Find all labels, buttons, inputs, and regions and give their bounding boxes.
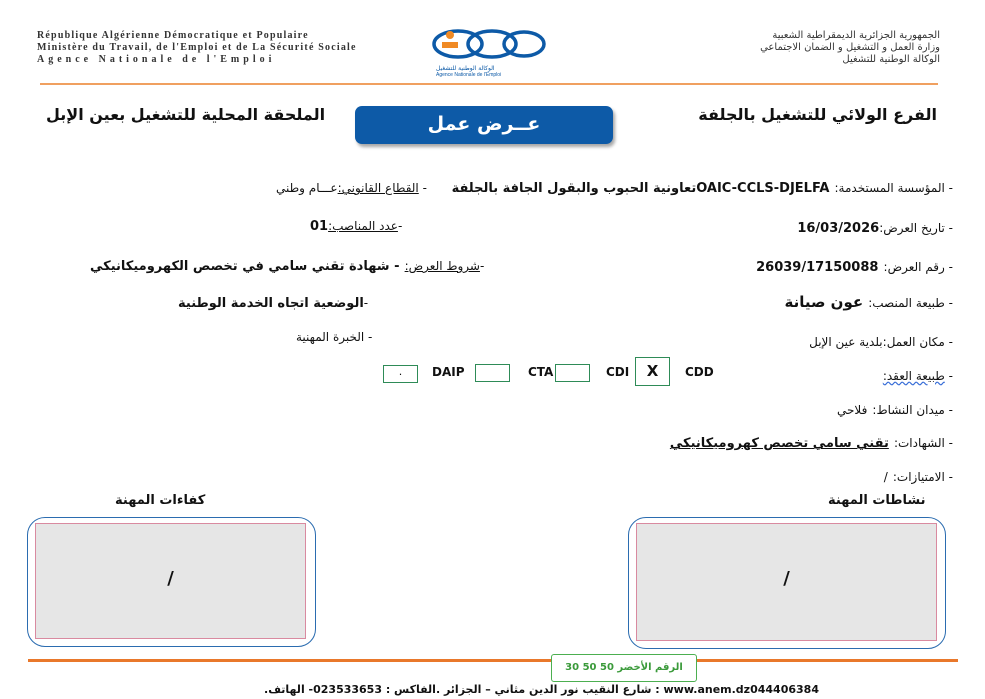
workplace-row: - مكان العمل:بلدية عين الإبل <box>809 335 953 349</box>
header-fr-line-1: République Algérienne Démocratique et Populaire <box>37 30 309 41</box>
activities-title: نشاطات المهنة <box>828 493 926 508</box>
green-number: الرقم الأخضر 50 50 30 <box>565 662 683 673</box>
sector-row: - القطاع القانوني:عـــام وطني <box>276 181 427 195</box>
title-box <box>355 106 613 144</box>
page-title: عــرض عمل <box>427 113 541 135</box>
military-value: الوضعية اتجاه الخدمة الوطنية <box>178 296 364 311</box>
header-fr-line-3: Agence Nationale de l'Emploi <box>37 54 276 65</box>
extra-mark: . <box>398 365 403 378</box>
activity-value: فلاحي <box>837 403 868 417</box>
workplace-value: بلدية عين الإبل <box>809 335 883 349</box>
daip-checkbox[interactable] <box>475 364 510 382</box>
anem-logo <box>430 26 550 80</box>
employer-label: المؤسسة المستخدمة: <box>834 181 945 195</box>
contract-label: طبيعة العقد: <box>882 369 945 383</box>
conditions-row: -شروط العرض: - شهادة تقني سامي في تخصص الكهروميكانيكي <box>90 259 485 274</box>
skills-value: / <box>167 568 174 589</box>
offer-no-row: - رقم العرض: 26039/17150088 <box>756 260 953 275</box>
logo-caption-ar: الوكالة الوطنية للتشغيل <box>436 65 495 72</box>
branch-left: الملحقة المحلية للتشغيل بعين الإبل <box>46 105 326 124</box>
contract-cta-label: CTA <box>528 365 554 379</box>
privileges-label: الامتيازات: <box>892 470 945 484</box>
workplace-label: مكان العمل: <box>882 335 945 349</box>
conditions-label: شروط العرض: <box>404 259 480 273</box>
experience-value: - الخبرة المهنية <box>296 330 373 344</box>
header-fr-line-2: Ministère du Travail, de l'Emploi et de La Sécurité Sociale <box>37 42 357 53</box>
header-divider <box>40 83 938 85</box>
position-label: طبيعة المنصب: <box>868 296 945 310</box>
diploma-label: الشهادات: <box>893 436 945 450</box>
employer-row: - المؤسسة المستخدمة: OAIC-CCLS-DJELFAتعاونية الحبوب والبقول الجافة بالجلفة <box>451 181 953 196</box>
activities-value: / <box>783 568 790 589</box>
header-ar-line-2: وزارة العمل و التشغيل و الضمان الاجتماعي <box>760 42 940 53</box>
offer-no-label: رقم العرض: <box>883 260 945 274</box>
activity-label: ميدان النشاط: <box>872 403 945 417</box>
extra-checkbox[interactable] <box>383 365 418 383</box>
posts-label: عدد المناصب: <box>328 219 398 233</box>
contract-cdd-label: CDD <box>685 365 714 379</box>
branch-right: الفرع الولائي للتشغيل بالجلفة <box>698 105 937 124</box>
green-number-box <box>551 654 697 682</box>
privileges-row: - الامتيازات: / <box>883 470 953 484</box>
cta-checkbox[interactable] <box>555 364 590 382</box>
cdi-checkbox[interactable] <box>635 357 670 386</box>
position-value: عون صيانة <box>784 293 864 311</box>
military-row: -الوضعية اتجاه الخدمة الوطنية <box>178 296 369 311</box>
conditions-value: - شهادة تقني سامي في تخصص الكهروميكانيكي <box>90 259 400 274</box>
contract-cdi-label: CDI <box>606 365 630 379</box>
header-ar-line-3: الوكالة الوطنية للتشغيل <box>842 54 940 65</box>
contract-row: - طبيعة العقد: <box>882 369 953 383</box>
employer-value: OAIC-CCLS-DJELFAتعاونية الحبوب والبقول الجافة بالجلفة <box>451 181 830 196</box>
offer-no-value: 26039/17150088 <box>756 260 879 275</box>
privileges-value: / <box>883 470 888 484</box>
position-row: - طبيعة المنصب: عون صيانة <box>784 293 953 311</box>
date-value: 16/03/2026 <box>797 221 880 236</box>
logo-caption-fr: Agence Nationale de l'Emploi <box>436 72 502 78</box>
posts-row: -عدد المناصب:01 <box>310 219 403 234</box>
diploma-row: - الشهادات: تقني سامي تخصص كهروميكانيكي <box>669 436 953 451</box>
sector-value: عـــام وطني <box>276 181 338 195</box>
diploma-value: تقني سامي تخصص كهروميكانيكي <box>669 436 889 451</box>
footer-address: .شارع النقيب نور الدين مثاني – الجزائر .الفاكس : 023533653- الهاتف : www.anem.dz044406384 <box>264 683 819 696</box>
logo-icon <box>430 26 550 66</box>
activity-row: - ميدان النشاط: فلاحي <box>837 403 953 417</box>
cdi-mark: X <box>646 362 659 380</box>
contract-daip-label: DAIP <box>432 365 465 379</box>
header-ar-line-1: الجمهورية الجزائرية الديمقراطية الشعبية <box>772 30 940 41</box>
date-label: تاريخ العرض: <box>879 221 945 235</box>
activities-inner <box>636 523 937 641</box>
skills-inner <box>35 523 306 639</box>
skills-title: كفاءات المهنة <box>115 493 206 508</box>
date-row: - تاريخ العرض:16/03/2026 <box>797 221 953 236</box>
posts-value: 01 <box>310 219 329 234</box>
sector-label: القطاع القانوني: <box>337 181 419 195</box>
footer-divider <box>28 659 958 662</box>
